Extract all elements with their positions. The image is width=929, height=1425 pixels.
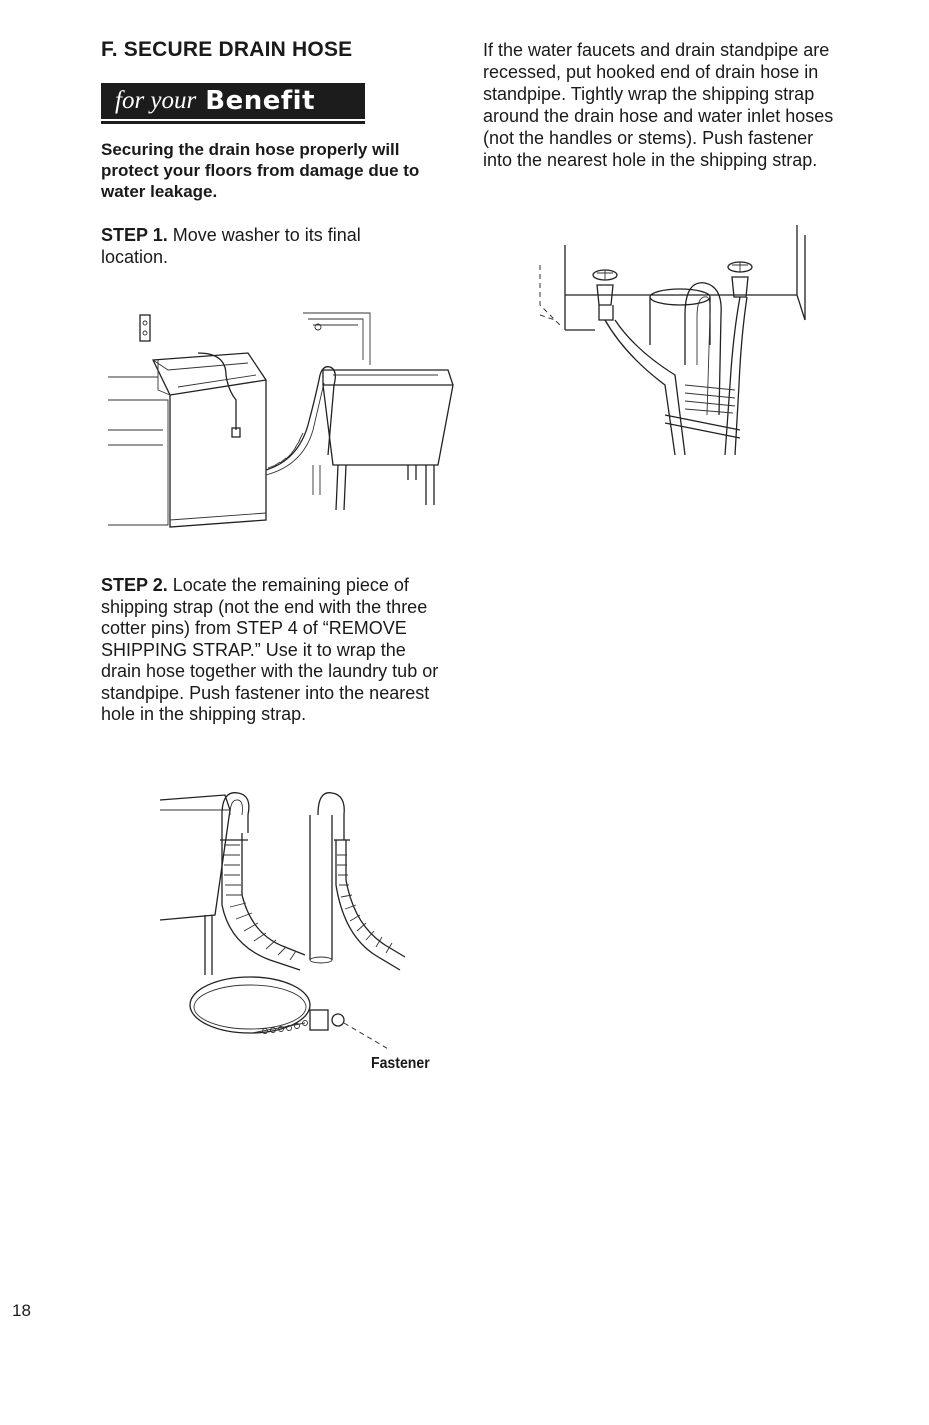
benefit-statement: Securing the drain hose properly will protect your floors from damage due to water leakage. xyxy=(101,140,420,201)
recessed-faucets-illustration xyxy=(535,225,835,465)
fastener-label: Fastener xyxy=(371,1055,430,1072)
recessed-instructions: If the water faucets and drain standpipe are recessed, put hooked end of drain hose in standpipe. Tightly wrap the shipping strap around the drain hose and water inlet hoses (not the handles or stems). Push fastener into the nearest hole in the shipping strap. xyxy=(483,40,834,170)
benefit-banner xyxy=(101,83,365,119)
step-1-text: Move washer to its final location. xyxy=(101,225,361,267)
step-2-label: STEP 2. xyxy=(101,575,168,595)
drain-hose-strap-illustration xyxy=(160,785,410,1045)
step-1-label: STEP 1. xyxy=(101,225,168,245)
benefit-prefix: for your xyxy=(115,87,197,114)
step-2-text: Locate the remaining piece of shipping strap (not the end with the three cotter pins) from STEP 4 of “REMOVE SHIPPING STRAP.” Use it to wrap the drain hose together with the laundry tub or standpipe. Push fastener into the nearest hole in the shipping strap. xyxy=(101,575,439,724)
benefit-word: Benefit xyxy=(205,86,315,116)
page-number: 18 xyxy=(12,1301,31,1320)
step-1 xyxy=(101,225,421,268)
washer-and-laundry-tub-illustration xyxy=(108,305,453,540)
benefit-underline xyxy=(101,121,365,124)
section-title: F. SECURE DRAIN HOSE xyxy=(101,38,353,61)
step-2 xyxy=(101,575,446,726)
